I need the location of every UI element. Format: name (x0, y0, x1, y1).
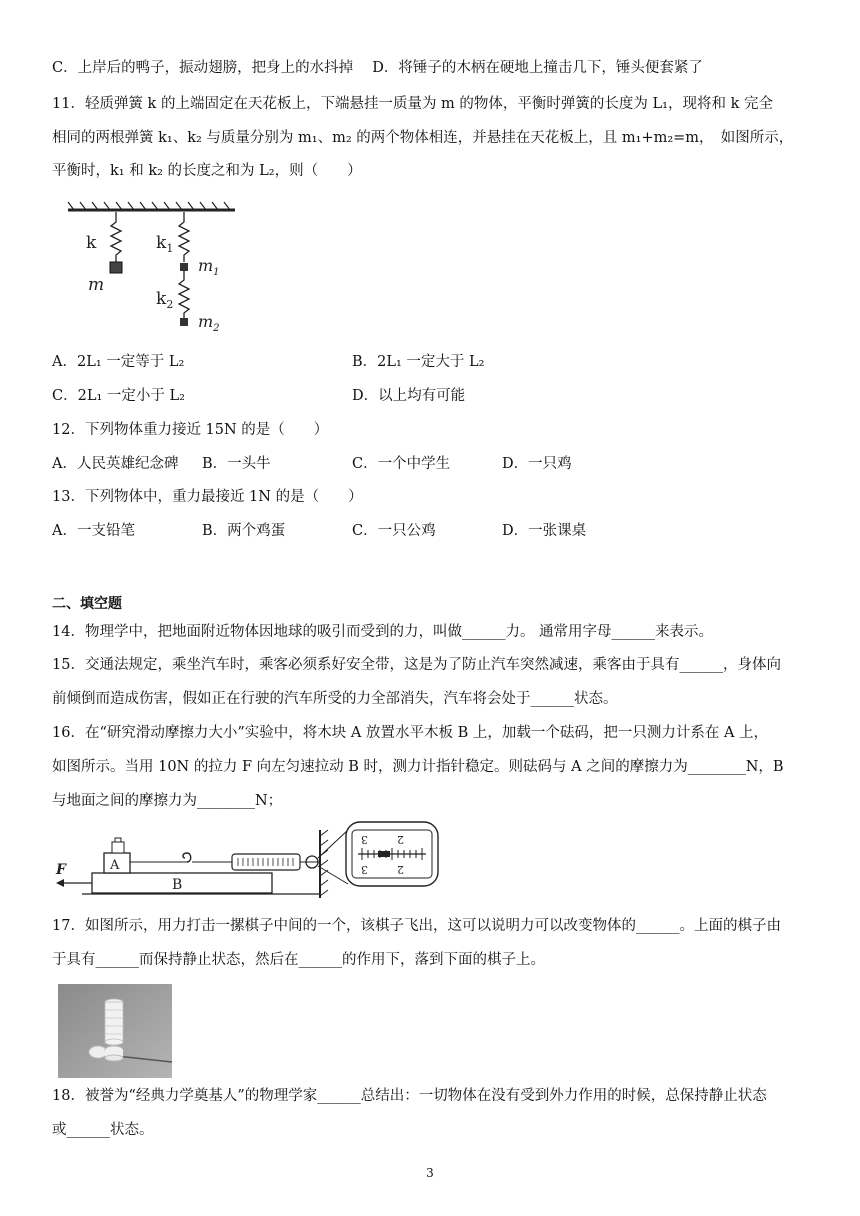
q12-option-a: A．人民英雄纪念碑 (52, 456, 179, 472)
q11-option-a: A．2L₁ 一定等于 L₂ (52, 354, 185, 370)
label-b: B (172, 877, 183, 893)
label-m2: $m_2$ (198, 312, 220, 334)
q11-stem-line3: 平衡时，k₁ 和 k₂ 的长度之和为 L₂，则（ ） (52, 163, 362, 179)
q11-option-b: B．2L₁ 一定大于 L₂ (352, 354, 485, 370)
scale-label-3: 3 (361, 863, 368, 876)
q12-option-d: D．一只鸡 (502, 456, 572, 472)
label-k1: $k_1$ (156, 233, 174, 255)
spring-figure (60, 200, 240, 335)
q16-line2: 如图所示。当用 10N 的拉力 F 向左匀速拉动 B 时，测力计指针稳定。则砝码与 A 之间的摩擦力为________N，B (52, 759, 784, 775)
q16-line3: 与地面之间的摩擦力为________N； (52, 793, 283, 809)
q12-option-c: C．一个中学生 (352, 456, 451, 472)
q11-stem-line2: 相同的两根弹簧 k₁、k₂ 与质量分别为 m₁、m₂ 的两个物体相连，并悬挂在天花板上，且 m₁+m₂=m， 如图所示， (52, 130, 794, 146)
scale-label-1: 3 (361, 833, 368, 846)
q17-line2: 于具有______而保持静止状态，然后在______的作用下，落到下面的棋子上。 (52, 952, 545, 968)
q15-line2: 前倾倒而造成伤害，假如正在行驶的汽车所受的力全部消失，汽车将会处于______状态。 (52, 691, 618, 707)
q16-line1: 16．在“研究滑动摩擦力大小”实验中，将木块 A 放置水平木板 B 上，加载一个砝码，把一只测力计系在 A 上， (52, 725, 769, 741)
q13-option-b: B．两个鸡蛋 (202, 523, 286, 539)
q12-stem: 12．下列物体重力接近 15N 的是（ ） (52, 422, 329, 438)
q18-line2: 或______状态。 (52, 1122, 154, 1138)
label-a: A (110, 858, 120, 873)
friction-figure (52, 818, 442, 902)
page-number: 3 (426, 1166, 434, 1180)
q13-option-a: A．一支铅笔 (52, 523, 135, 539)
section-heading: 二、填空题 (52, 596, 122, 612)
q15-line1: 15．交通法规定，乘坐汽车时，乘客必须系好安全带，这是为了防止汽车突然减速，乘客由于具有______，身体向 (52, 657, 781, 673)
q13-option-c: C．一只公鸡 (352, 523, 436, 539)
scale-label-2: 2 (397, 833, 404, 846)
label-f: F (56, 862, 66, 878)
q11-stem-line1: 11．轻质弹簧 k 的上端固定在天花板上，下端悬挂一质量为 m 的物体，平衡时弹簧的长度为 L₁，现将和 k 完全 (52, 96, 773, 112)
q13-option-d: D．一张课桌 (502, 523, 587, 539)
label-m1: $m_1$ (198, 256, 220, 278)
q11-option-c: C．2L₁ 一定小于 L₂ (52, 388, 185, 404)
label-k2: $k_2$ (156, 289, 174, 311)
q11-option-d: D．以上均有可能 (352, 388, 466, 404)
label-k: k (86, 233, 97, 253)
q12-option-b: B．一头牛 (202, 456, 271, 472)
chess-stack-photo (58, 984, 172, 1078)
label-m: m (88, 275, 105, 295)
q13-stem: 13．下列物体中，重力最接近 1N 的是（ ） (52, 489, 363, 505)
q14-stem: 14．物理学中，把地面附近物体因地球的吸引而受到的力，叫做______力。 通常用字母______来表示。 (52, 624, 714, 640)
scale-label-4: 2 (397, 863, 404, 876)
q18-line1: 18．被誉为“经典力学奠基人”的物理学家______总结出：一切物体在没有受到外力作用的时候，总保持静止状态 (52, 1088, 767, 1104)
q17-line1: 17．如图所示，用力打击一摞棋子中间的一个，该棋子飞出，这可以说明力可以改变物体的______。上面的棋子由 (52, 918, 781, 934)
q10-options-cd: C．上岸后的鸭子，振动翅膀，把身上的水抖掉 D．将锤子的木柄在硬地上撞击几下，锤头便套紧了 (52, 60, 703, 76)
